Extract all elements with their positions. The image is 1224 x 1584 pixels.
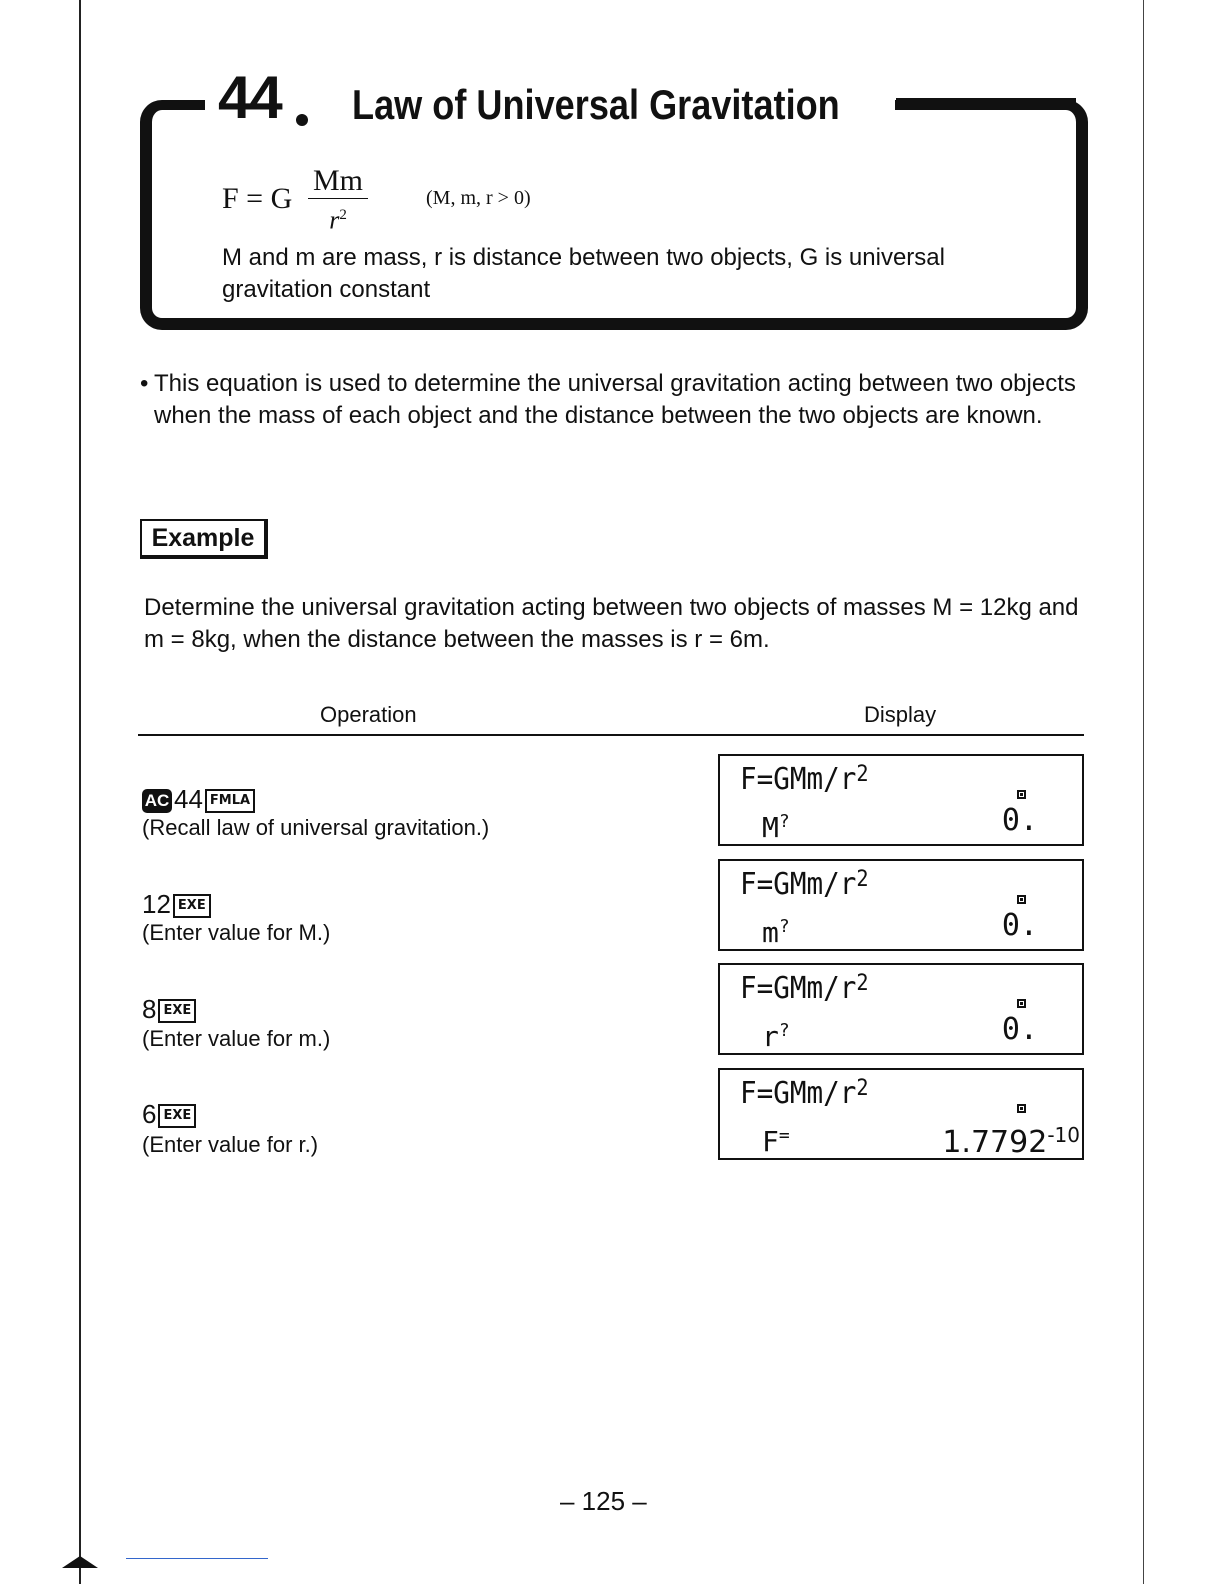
operation-header: Operation: [320, 702, 417, 727]
lcd-result-mantissa: 1.7792: [942, 1125, 1048, 1160]
lcd-prompt: [762, 1118, 790, 1160]
lcd-display-1: [718, 754, 1084, 846]
lcd-result-exponent: -10: [1047, 1123, 1080, 1147]
corner-mark: [62, 1556, 98, 1568]
lcd-prompt-mark: ?: [778, 916, 790, 937]
title-bar: [896, 98, 1076, 110]
step-3-note: (Enter value for m.): [142, 1026, 331, 1051]
lcd-indicator-icon: [1017, 999, 1026, 1008]
lcd-indicator-icon: [1017, 790, 1026, 799]
bullet-dot: •: [140, 370, 149, 397]
formula-condition: (M, m, r > 0): [426, 187, 531, 209]
lcd-prompt-variable: F: [762, 1125, 779, 1158]
lcd-prompt-mark: ?: [778, 1020, 790, 1041]
lcd-formula-text: F=GMm/r: [740, 867, 857, 902]
lcd-formula-text: F=GMm/r: [740, 1076, 857, 1111]
formula-fraction: [308, 166, 368, 235]
lcd-value: 0.: [1001, 1012, 1038, 1047]
step-1-keys: [142, 784, 255, 814]
lcd-prompt-variable: r: [762, 1020, 779, 1053]
lcd-formula-text: F=GMm/r: [740, 971, 857, 1006]
fmla-key: FMLA: [205, 789, 255, 813]
exe-key: EXE: [173, 894, 211, 918]
footer-rule: [126, 1558, 268, 1559]
lcd-prompt: [762, 804, 790, 846]
lcd-prompt-variable: M: [762, 811, 779, 844]
exe-key: EXE: [158, 999, 196, 1023]
formula-definition: M and m are mass, r is distance between two objects, G is universal gravitation constant: [222, 244, 945, 303]
step-1-key-digits: 44: [174, 784, 203, 814]
lcd-formula: [740, 861, 869, 904]
formula-exponent: 2: [339, 207, 347, 223]
lcd-display-2: [718, 859, 1084, 951]
lcd-formula-text: F=GMm/r: [740, 762, 857, 797]
lcd-formula-exponent: 2: [856, 971, 869, 996]
exe-key: EXE: [158, 1104, 196, 1128]
description: [138, 368, 1098, 432]
step-2-note: (Enter value for M.): [142, 920, 331, 945]
lcd-indicator-icon: [1017, 895, 1026, 904]
formula-denominator: [308, 201, 368, 235]
lcd-formula: [740, 1070, 869, 1113]
step-3-key-digits: 8: [142, 994, 157, 1024]
description-text: This equation is used to determine the universal gravitation acting between two objects when the mass of each object and the distance between the two objects are known.: [154, 370, 1076, 429]
section-number-dot: [296, 114, 308, 126]
lcd-display-4: [718, 1068, 1084, 1160]
right-page-edge: [1143, 0, 1144, 1584]
step-3-keys: [142, 994, 196, 1024]
step-4-note: (Enter value for r.): [142, 1132, 319, 1157]
lcd-prompt: [762, 1013, 790, 1055]
step-4-key-digits: 6: [142, 1099, 157, 1129]
ac-key: AC: [142, 789, 172, 813]
lcd-formula: [740, 965, 869, 1008]
step-1-note: (Recall law of universal gravitation.): [142, 815, 490, 840]
lcd-prompt-variable: m: [762, 916, 779, 949]
lcd-prompt-mark: =: [778, 1125, 790, 1146]
page-number: – 125 –: [560, 1486, 647, 1516]
step-2-keys: [142, 889, 211, 919]
step-2-key-digits: 12: [142, 889, 171, 919]
section-title: Law of Universal Gravitation: [352, 81, 840, 128]
display-header: Display: [864, 702, 937, 727]
lcd-value: 0.: [1001, 908, 1038, 943]
lcd-formula-exponent: 2: [856, 1076, 869, 1101]
lcd-formula-exponent: 2: [856, 867, 869, 892]
lcd-prompt-mark: ?: [778, 811, 790, 832]
lcd-indicator-icon: [1017, 1104, 1026, 1113]
lcd-prompt: [762, 909, 790, 951]
lcd-formula: [740, 756, 869, 799]
fraction-bar: [308, 198, 368, 199]
example-problem: Determine the universal gravitation acting between two objects of masses M = 12kg and m = 8kg, when the distance between the masses is r = 6m.: [144, 594, 1079, 653]
left-page-edge: [79, 0, 81, 1584]
step-4-keys: [142, 1099, 196, 1129]
table-header-rule: [138, 734, 1084, 736]
formula-denominator-base: r: [329, 205, 340, 235]
lcd-result: [942, 1116, 1080, 1162]
section-number: 44: [218, 64, 281, 131]
formula-numerator: Mm: [312, 164, 363, 197]
lcd-display-3: [718, 963, 1084, 1055]
lcd-formula-exponent: 2: [856, 762, 869, 787]
lcd-value: 0.: [1001, 803, 1038, 838]
example-label: Example: [140, 519, 268, 559]
formula-lhs: F = G: [222, 182, 293, 215]
